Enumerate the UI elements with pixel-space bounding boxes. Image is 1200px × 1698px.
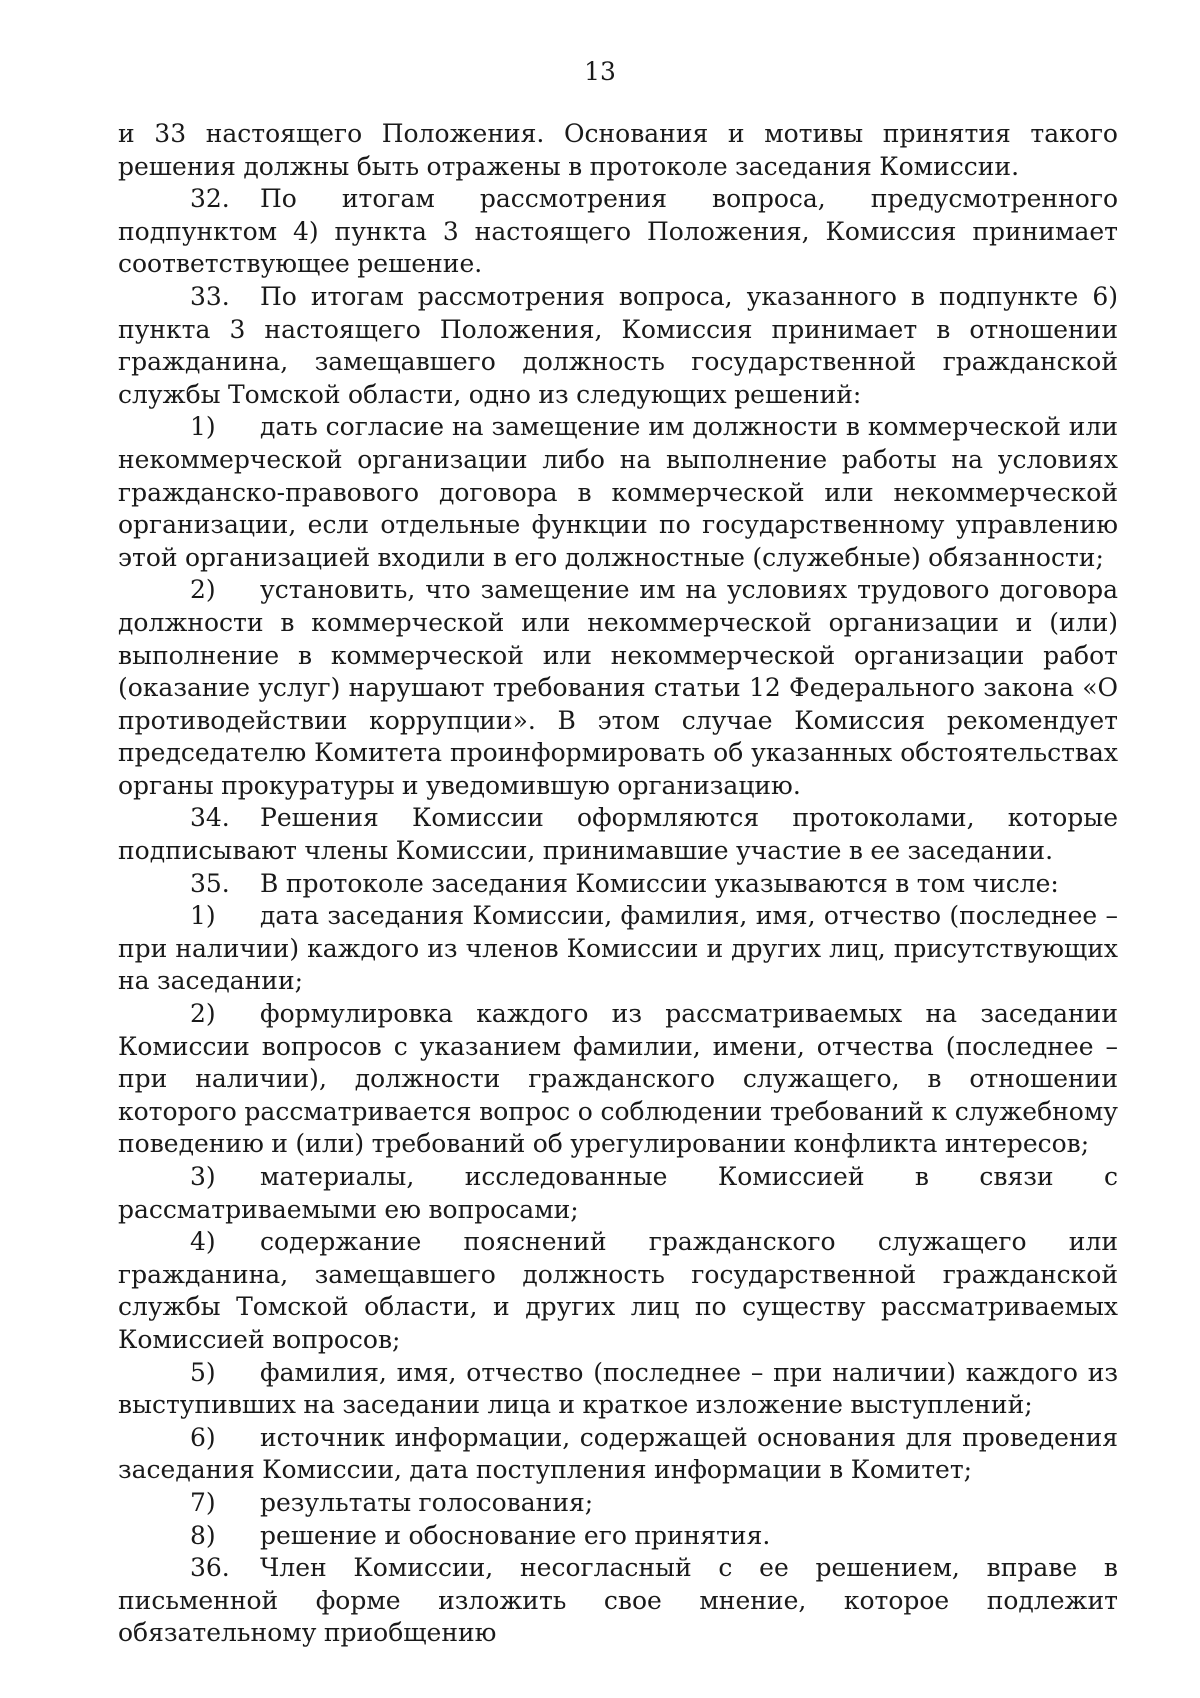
subitem-text: содержание пояснений гражданского служащего или гражданина, замещавшего должность государственной гражданской службы Томской области, и других лиц по существу рассматриваемых Комиссией вопросов; — [118, 1227, 1118, 1354]
paragraph-text: и 33 настоящего Положения. Основания и мотивы принятия такого решения должны быть отражены в протоколе заседания Комиссии. — [118, 119, 1118, 181]
subitem-text: решение и обоснование его принятия. — [260, 1520, 771, 1550]
paragraph-33 — [118, 281, 1118, 411]
subitem-text: источник информации, содержащей основания для проведения заседания Комиссии, дата поступления информации в Комитет; — [118, 1422, 1118, 1485]
subitem-35-5 — [118, 1357, 1118, 1422]
subitem-number: 6) — [190, 1422, 216, 1452]
subitem-number: 2) — [190, 575, 216, 605]
subitem-number: 5) — [190, 1357, 216, 1387]
subitem-text: дата заседания Комиссии, фамилия, имя, отчество (последнее – при наличии) каждого из членов Комиссии и других лиц, присутствующих на заседании; — [118, 901, 1118, 996]
paragraph-34 — [118, 802, 1118, 867]
subitem-35-2 — [118, 998, 1118, 1161]
paragraph-continuation — [118, 118, 1118, 183]
paragraph-text: Решения Комиссии оформляются протоколами, которые подписывают члены Комиссии, принимавшие участие в ее заседании. — [118, 803, 1118, 866]
paragraph-text: В протоколе заседания Комиссии указываются в том числе: — [260, 868, 1059, 898]
subitem-number: 7) — [190, 1487, 216, 1517]
subitem-33-2 — [118, 574, 1118, 802]
paragraph-number: 34. — [190, 803, 230, 833]
subitem-35-7 — [118, 1487, 1118, 1520]
document-body — [118, 118, 1118, 1650]
subitem-text: установить, что замещение им на условиях трудового договора должности в коммерческой или некоммерческой организации и (или) выполнение в коммерческой или некоммерческой организации работ (оказание услуг) нарушают требования статьи 12 Федерального закона «О противодействии коррупции». В этом случае Комиссия рекомендует председателю Комитета проинформировать об указанных обстоятельствах органы прокуратуры и уведомившую организацию. — [118, 575, 1118, 800]
subitem-number: 3) — [190, 1162, 216, 1191]
paragraph-32 — [118, 183, 1118, 281]
subitem-35-4 — [118, 1226, 1118, 1356]
subitem-number: 4) — [190, 1227, 216, 1257]
subitem-35-1 — [118, 900, 1118, 998]
subitem-35-8 — [118, 1520, 1118, 1553]
subitem-text: результаты голосования; — [260, 1487, 594, 1517]
paragraph-text: По итогам рассмотрения вопроса, предусмотренного подпунктом 4) пункта 3 настоящего Положения, Комиссия принимает соответствующее решение. — [118, 184, 1118, 279]
subitem-text: дать согласие на замещение им должности в коммерческой или некоммерческой организации либо на выполнение работы на условиях гражданско-правового договора в коммерческой или некоммерческой организации, если отдельные функции по государственному управлению этой организацией входили в его должностные (служебные) обязанности; — [118, 412, 1118, 572]
subitem-text: формулировка каждого из рассматриваемых на заседании Комиссии вопросов с указанием фамилии, имени, отчества (последнее – при наличии), должности гражданского служащего, в отношении которого рассматривается вопрос о соблюдении требований к служебному поведению и (или) требований об урегулировании конфликта интересов; — [118, 999, 1118, 1159]
paragraph-35 — [118, 868, 1118, 901]
page-number: 13 — [584, 57, 616, 86]
subitem-number: 1) — [190, 412, 216, 442]
subitem-text: материалы, исследованные Комиссией в связи с рассматриваемыми ею вопросами; — [118, 1162, 1118, 1224]
subitem-text: фамилия, имя, отчество (последнее – при наличии) каждого из выступивших на заседании лица и краткое изложение выступлений; — [118, 1357, 1118, 1420]
paragraph-36 — [118, 1552, 1118, 1650]
subitem-35-3 — [118, 1161, 1118, 1226]
paragraph-number: 36. — [190, 1553, 230, 1583]
paragraph-number: 32. — [190, 184, 230, 214]
subitem-35-6 — [118, 1422, 1118, 1487]
subitem-number: 2) — [190, 999, 216, 1029]
paragraph-text: По итогам рассмотрения вопроса, указанного в подпункте 6) пункта 3 настоящего Положения, Комиссия принимает в отношении гражданина, замещавшего должность государственной гражданской службы Томской области, одно из следующих решений: — [118, 281, 1118, 409]
paragraph-number: 33. — [190, 281, 230, 311]
paragraph-text: Член Комиссии, несогласный с ее решением, вправе в письменной форме изложить свое мнение, которое подлежит обязательному приобщению — [118, 1553, 1118, 1648]
subitem-33-1 — [118, 411, 1118, 574]
subitem-number: 1) — [190, 901, 216, 931]
subitem-number: 8) — [190, 1520, 216, 1550]
paragraph-number: 35. — [190, 868, 230, 898]
